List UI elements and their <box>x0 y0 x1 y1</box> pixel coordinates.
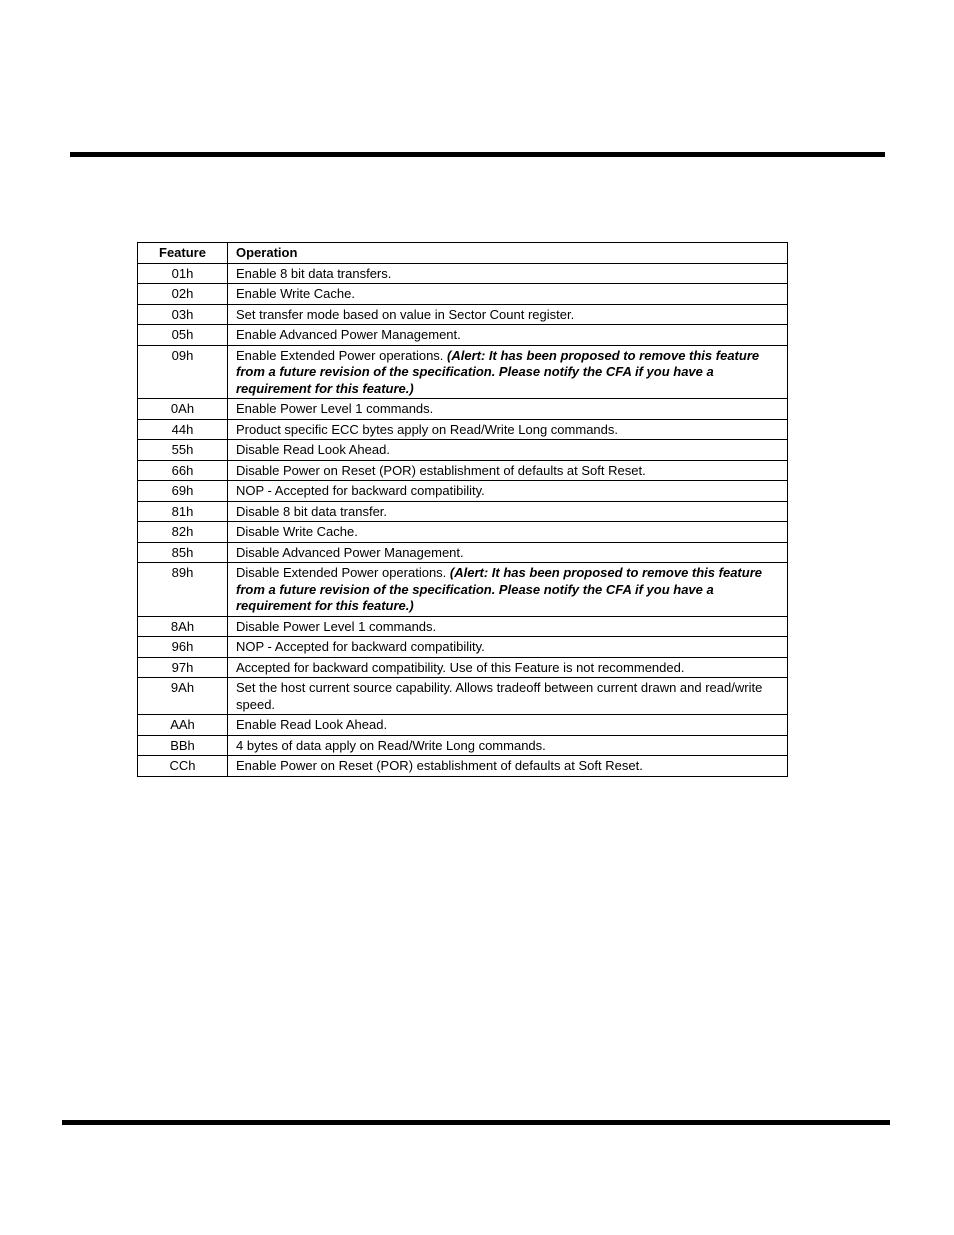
feature-column-header: Feature <box>138 243 228 264</box>
table-row <box>138 657 788 678</box>
operation-cell <box>228 345 788 399</box>
set-features-table <box>137 242 788 777</box>
operation-cell <box>228 542 788 563</box>
operation-text: Disable Read Look Ahead. <box>236 442 390 457</box>
feature-code: 66h <box>138 460 228 481</box>
operation-text: Enable Write Cache. <box>236 286 355 301</box>
feature-code: BBh <box>138 735 228 756</box>
operation-cell <box>228 440 788 461</box>
operation-cell <box>228 419 788 440</box>
table-row <box>138 542 788 563</box>
operation-cell <box>228 481 788 502</box>
operation-cell <box>228 563 788 617</box>
table-row <box>138 563 788 617</box>
operation-cell <box>228 715 788 736</box>
table-row <box>138 440 788 461</box>
operation-text: Disable Power Level 1 commands. <box>236 618 437 634</box>
feature-code: 02h <box>138 284 228 305</box>
operation-text: Enable Power Level 1 commands. <box>236 401 434 416</box>
operation-text: Disable 8 bit data transfer. <box>236 503 388 519</box>
operation-cell <box>228 263 788 284</box>
feature-code: 89h <box>138 563 228 617</box>
feature-code: 97h <box>138 657 228 678</box>
operation-text: Disable Power on Reset (POR) establishment of defaults at Soft Reset. <box>236 462 646 478</box>
table-row <box>138 616 788 637</box>
table-body <box>138 263 788 776</box>
feature-code: 82h <box>138 522 228 543</box>
operation-cell <box>228 284 788 305</box>
table-row <box>138 715 788 736</box>
operation-column-header: Operation <box>228 243 788 264</box>
table-row <box>138 304 788 325</box>
table-row <box>138 501 788 522</box>
operation-cell <box>228 501 788 522</box>
operation-cell <box>228 325 788 346</box>
feature-code: CCh <box>138 756 228 777</box>
feature-code: 44h <box>138 419 228 440</box>
feature-code: 9Ah <box>138 678 228 715</box>
operation-text: Enable 8 bit data transfers. <box>236 265 392 281</box>
feature-code: 05h <box>138 325 228 346</box>
operation-cell <box>228 678 788 715</box>
feature-code: 01h <box>138 263 228 284</box>
table-row <box>138 263 788 284</box>
operation-text: Accepted for backward compatibility. Use of this Feature is not recommended. <box>236 659 685 675</box>
deprecation-alert: (Alert: It has been proposed to remove this feature from a future revision of the specification. Please notify the CFA if you have a requirement for this feature.) <box>236 347 760 396</box>
operation-cell <box>228 399 788 420</box>
feature-code: 55h <box>138 440 228 461</box>
operation-text: NOP - Accepted for backward compatibility. <box>236 483 485 498</box>
operation-cell <box>228 637 788 658</box>
deprecation-alert: (Alert: It has been proposed to remove this feature from a future revision of the specification. Please notify the CFA if you have a requirement for this feature.) <box>236 565 762 613</box>
table-row <box>138 637 788 658</box>
operation-text: Product specific ECC bytes apply on Read/Write Long commands. <box>236 421 618 437</box>
table-row <box>138 678 788 715</box>
operation-text: Disable Advanced Power Management. <box>236 544 464 560</box>
operation-text: Set the host current source capability. Allows tradeoff between current drawn and read/write speed. <box>236 680 763 712</box>
operation-text: Disable Write Cache. <box>236 524 358 539</box>
table-row <box>138 419 788 440</box>
feature-code: 0Ah <box>138 399 228 420</box>
table-row <box>138 399 788 420</box>
operation-text: 4 bytes of data apply on Read/Write Long commands. <box>236 737 546 753</box>
operation-cell <box>228 460 788 481</box>
footer-rule <box>62 1120 890 1125</box>
table-row <box>138 284 788 305</box>
feature-code: 69h <box>138 481 228 502</box>
operation-text: Disable Extended Power operations. <box>236 565 447 580</box>
operation-text: NOP - Accepted for backward compatibility. <box>236 639 485 654</box>
operation-text: Set transfer mode based on value in Sector Count register. <box>236 306 575 322</box>
operation-cell <box>228 657 788 678</box>
feature-code: 85h <box>138 542 228 563</box>
operation-text: Enable Read Look Ahead. <box>236 717 388 732</box>
table-row <box>138 325 788 346</box>
table-row <box>138 345 788 399</box>
table-header-row <box>138 243 788 264</box>
feature-code: 03h <box>138 304 228 325</box>
operation-text: Enable Advanced Power Management. <box>236 327 461 342</box>
operation-cell <box>228 735 788 756</box>
feature-code: 09h <box>138 345 228 399</box>
table-row <box>138 481 788 502</box>
table-row <box>138 735 788 756</box>
header-rule <box>70 152 885 157</box>
table-row <box>138 460 788 481</box>
operation-cell <box>228 522 788 543</box>
feature-code: 96h <box>138 637 228 658</box>
feature-code: AAh <box>138 715 228 736</box>
feature-code: 8Ah <box>138 616 228 637</box>
table-row <box>138 756 788 777</box>
operation-text: Enable Power on Reset (POR) establishment of defaults at Soft Reset. <box>236 758 643 773</box>
table-row <box>138 522 788 543</box>
operation-cell <box>228 616 788 637</box>
operation-text: Enable Extended Power operations. <box>236 347 444 363</box>
feature-code: 81h <box>138 501 228 522</box>
operation-cell <box>228 304 788 325</box>
operation-cell <box>228 756 788 777</box>
